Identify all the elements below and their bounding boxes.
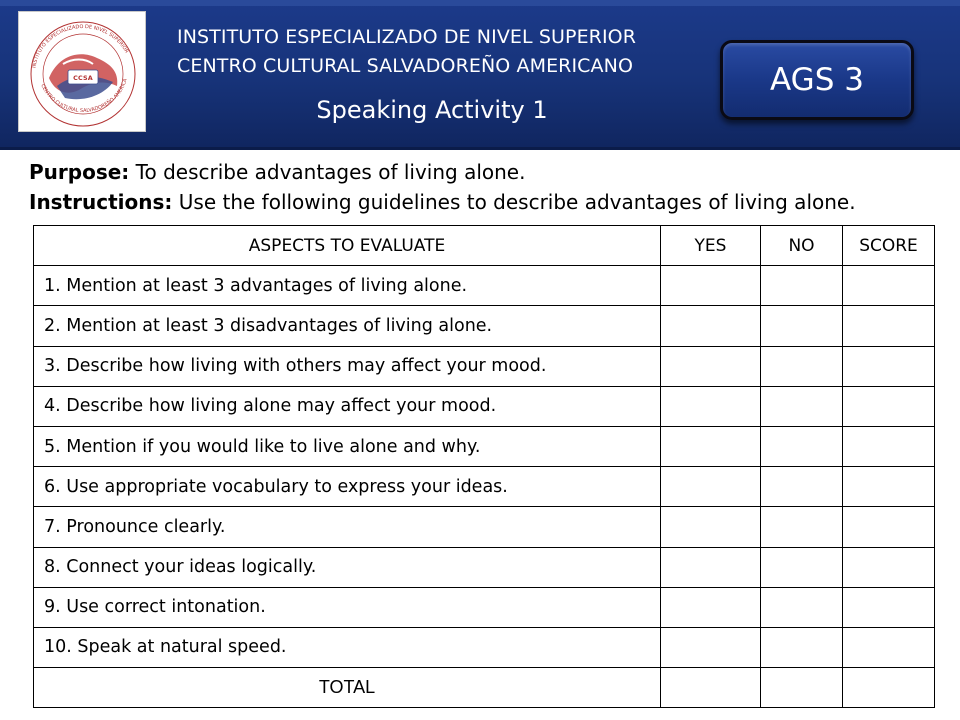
no-cell[interactable] (761, 547, 843, 587)
table-row (34, 306, 935, 346)
aspect-cell: 1. Mention at least 3 advantages of living alone. (34, 266, 661, 306)
score-cell[interactable] (843, 346, 935, 386)
table-row (34, 587, 935, 627)
aspect-cell: 6. Use appropriate vocabulary to express your ideas. (34, 467, 661, 507)
aspect-cell: 9. Use correct intonation. (34, 587, 661, 627)
score-cell[interactable] (843, 547, 935, 587)
institution-line-2: CENTRO CULTURAL SALVADOREÑO AMERICANO (177, 55, 634, 77)
ags-badge-label: AGS 3 (770, 62, 864, 98)
header-aspects: ASPECTS TO EVALUATE (34, 226, 661, 266)
score-cell[interactable] (843, 386, 935, 426)
no-cell[interactable] (761, 426, 843, 466)
aspect-cell: 8. Connect your ideas logically. (34, 547, 661, 587)
yes-cell[interactable] (661, 507, 761, 547)
table-row (34, 507, 935, 547)
no-cell[interactable] (761, 507, 843, 547)
table-row (34, 386, 935, 426)
total-label: TOTAL (34, 668, 661, 708)
header-banner (0, 0, 960, 150)
total-no-cell[interactable] (761, 668, 843, 708)
logo-monogram: CCSA (73, 74, 93, 82)
institution-line-1: INSTITUTO ESPECIALIZADO DE NIVEL SUPERIOR (177, 26, 637, 48)
logo-graphic (19, 12, 147, 133)
score-cell[interactable] (843, 266, 935, 306)
score-cell[interactable] (843, 627, 935, 667)
instructions-label: Instructions: (29, 190, 173, 214)
yes-cell[interactable] (661, 587, 761, 627)
purpose-line (29, 160, 525, 184)
no-cell[interactable] (761, 627, 843, 667)
table-row (34, 426, 935, 466)
score-cell[interactable] (843, 306, 935, 346)
evaluation-rubric-table (33, 225, 935, 708)
ccsa-logo-icon (18, 11, 146, 132)
no-cell[interactable] (761, 346, 843, 386)
score-cell[interactable] (843, 467, 935, 507)
aspect-cell: 7. Pronounce clearly. (34, 507, 661, 547)
table-row (34, 266, 935, 306)
logo-ring-text-bottom: CENTRO CULTURAL SALVADOREÑO AMERICA (39, 77, 129, 115)
score-cell[interactable] (843, 426, 935, 466)
table-row (34, 627, 935, 667)
yes-cell[interactable] (661, 386, 761, 426)
yes-cell[interactable] (661, 346, 761, 386)
total-yes-cell[interactable] (661, 668, 761, 708)
header-score: SCORE (843, 226, 935, 266)
purpose-text: To describe advantages of living alone. (129, 160, 526, 184)
yes-cell[interactable] (661, 627, 761, 667)
no-cell[interactable] (761, 266, 843, 306)
score-cell[interactable] (843, 587, 935, 627)
table-row (34, 547, 935, 587)
no-cell[interactable] (761, 467, 843, 507)
instructions-text: Use the following guidelines to describe advantages of living alone. (172, 190, 856, 214)
aspect-cell: 4. Describe how living alone may affect your mood. (34, 386, 661, 426)
table-row (34, 467, 935, 507)
total-row (34, 668, 935, 708)
no-cell[interactable] (761, 587, 843, 627)
yes-cell[interactable] (661, 547, 761, 587)
purpose-label: Purpose: (29, 160, 130, 184)
no-cell[interactable] (761, 306, 843, 346)
instructions-line (29, 190, 856, 214)
total-score-cell[interactable] (843, 668, 935, 708)
aspect-cell: 2. Mention at least 3 disadvantages of living alone. (34, 306, 661, 346)
aspect-cell: 10. Speak at natural speed. (34, 627, 661, 667)
activity-title: Speaking Activity 1 (316, 96, 548, 124)
yes-cell[interactable] (661, 467, 761, 507)
table-header-row (34, 226, 935, 266)
header-no: NO (761, 226, 843, 266)
ags-badge (720, 40, 914, 120)
header-yes: YES (661, 226, 761, 266)
aspect-cell: 5. Mention if you would like to live alone and why. (34, 426, 661, 466)
yes-cell[interactable] (661, 426, 761, 466)
no-cell[interactable] (761, 386, 843, 426)
yes-cell[interactable] (661, 266, 761, 306)
yes-cell[interactable] (661, 306, 761, 346)
table-row (34, 346, 935, 386)
score-cell[interactable] (843, 507, 935, 547)
aspect-cell: 3. Describe how living with others may affect your mood. (34, 346, 661, 386)
logo-ring-text-top: INSTITUTO ESPECIALIZADO DE NIVEL SUPERIOR (31, 23, 130, 69)
